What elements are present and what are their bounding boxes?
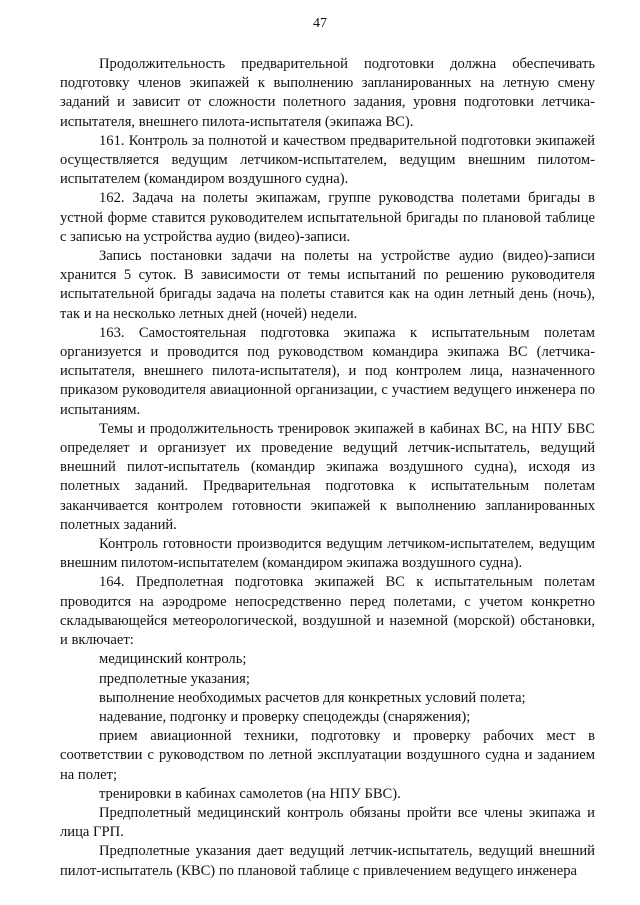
list-item-calculations: выполнение необходимых расчетов для конкретных условий полета; [99, 689, 526, 706]
paragraph-training-topics: Темы и продолжительность тренировок экипажей в кабинах ВС, на НПУ БВС определяет и организует их проведение ведущий летчик-испытатель, ведущий внешний пилот-испытатель (командир экипажа воздушного судна), исходя из полетных заданий. Предварительная подготовка к испытательным полетам заканчивается контролем готовности экипажей к выполнению запланированных полетных заданий. [60, 420, 595, 533]
paragraph-161: 161. Контроль за полнотой и качеством предварительной подготовки экипажей осуществляется ведущим летчиком-испытателем, ведущим внешним пилотом-испытателем (командиром воздушного судна). [60, 132, 595, 188]
paragraph-readiness-control: Контроль готовности производится ведущим летчиком-испытателем, ведущим внешним пилотом-испытателем (командиром экипажа воздушного судна). [60, 536, 595, 572]
paragraph-prep-duration: Продолжительность предварительной подготовки должна обеспечивать подготовку членов экипажей к выполнению запланированных на летную смену заданий и зависит от сложности полетного задания, уровня подготовки летчика-испытателя, внешнего пилота-испытателя (экипажа ВС). [60, 56, 595, 130]
paragraph-162: 162. Задача на полеты экипажам, группе руководства полетами бригады в устной форме ставится руководителем испытательной бригады по плановой таблице с записью на устройства аудио (видео)-записи. [60, 190, 595, 245]
page-body [60, 55, 595, 881]
list-item-preflight-instructions: предполетные указания; [99, 670, 250, 687]
list-item-aircraft-acceptance: прием авиационной техники, подготовку и проверку рабочих мест в соответствии с руководством по летной эксплуатации воздушного судна и заданием на полет; [60, 728, 595, 783]
paragraph-164: 164. Предполетная подготовка экипажей ВС к испытательным полетам проводится на аэродроме непосредственно перед полетами, с учетом конкретно складывающейся метеорологической, воздушной и наземной (морской) обстановки, и включает: [60, 574, 595, 649]
paragraph-163: 163. Самостоятельная подготовка экипажа к испытательным полетам организуется и проводится под руководством командира экипажа ВС (летчика-испытателя, внешнего пилота-испытателя), и под контролем лица, назначенного приказом руководителя авиационной организации, с участием ведущего инженера по испытаниям. [60, 324, 595, 418]
list-item-cockpit-training: тренировки в кабинах самолетов (на НПУ БВС). [99, 785, 401, 802]
page-number: 47 [313, 16, 327, 31]
paragraph-recording-storage: Запись постановки задачи на полеты на устройстве аудио (видео)-записи хранится 5 суток. В зависимости от темы испытаний по решению руководителя испытательной бригады задача на полеты ставится как на один летный день (ночь), так и на несколько летных дней (ночей) недели. [60, 248, 595, 322]
list-item-gear-check: надевание, подгонку и проверку спецодежды (снаряжения); [99, 708, 471, 725]
paragraph-preflight-instructions: Предполетные указания дает ведущий летчик-испытатель, ведущий внешний пилот-испытатель (КВС) по плановой таблице с привлечением ведущего инженера [60, 843, 595, 879]
list-item-medical-control: медицинский контроль; [99, 651, 247, 668]
paragraph-medical-requirement: Предполетный медицинский контроль обязаны пройти все члены экипажа и лица ГРП. [60, 804, 595, 841]
